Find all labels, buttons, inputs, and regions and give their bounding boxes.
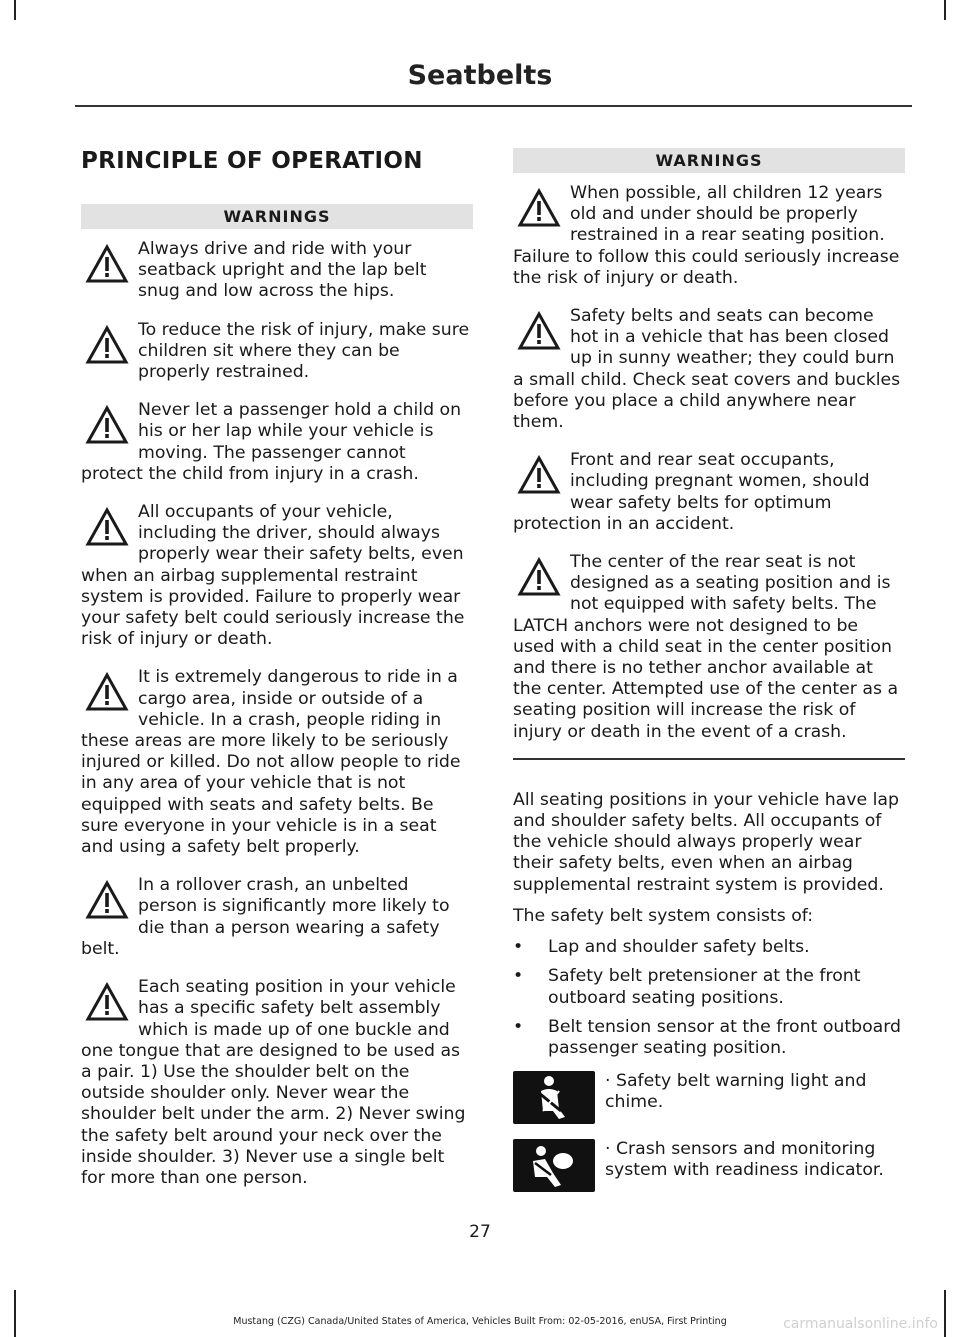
warning-item — [513, 450, 905, 535]
warnings-end-rule — [513, 758, 905, 760]
page-number: 27 — [469, 1222, 491, 1242]
warning-triangle-icon — [517, 455, 561, 499]
bullet-mark: • — [513, 966, 524, 987]
left-column — [81, 148, 473, 1206]
warning-text: Always drive and ride with your seatback upright and the lap belt snug and low across the hips. — [138, 239, 427, 302]
warning-item — [81, 320, 473, 384]
warning-text: The center of the rear seat is not designed as a seating position and is not equipped with safety belts. The LATCH anchors were not designed to be used with a child seat in the center position and there is no tether anchor available at the center. Attempted use of the center as a seating position will increase the risk of injury or death in the event of a crash. — [513, 552, 899, 742]
list-item-text: Lap and shoulder safety belts. — [548, 937, 810, 958]
warning-triangle-icon — [85, 880, 129, 924]
list-item — [513, 937, 905, 958]
right-column — [513, 148, 905, 1207]
warnings-heading: WARNINGS — [81, 204, 473, 229]
warning-item — [81, 400, 473, 485]
warning-item — [81, 667, 473, 858]
section-title: PRINCIPLE OF OPERATION — [81, 148, 423, 174]
warning-text: Front and rear seat occupants, including pregnant women, should wear safety belts for optimum protection in an accident. — [513, 450, 870, 534]
component-list — [513, 937, 905, 1059]
warning-item — [81, 502, 473, 650]
warning-text: Each seating position in your vehicle has a specific safety belt assembly which is made up of one buckle and one tongue that are designed to be used as a pair. 1) Use the shoulder belt on the outside shoulder only. Never wear the shoulder belt under the arm. 2) Never swing the safety belt around your neck over the inside shoulder. 3) Never use a single belt for more than one person. — [81, 977, 466, 1188]
indicator-text: · Crash sensors and monitoring system with readiness indicator. — [605, 1139, 884, 1181]
warning-text: It is extremely dangerous to ride in a cargo area, inside or outside of a vehicle. In a crash, people riding in these areas are more likely to be seriously injured or killed. Do not allow people to ride in any area of your vehicle that is not equipped with seats and safety belts. Be sure everyone in your vehicle is in a seat and using a safety belt properly. — [81, 667, 461, 858]
crop-mark-top-right-v — [944, 0, 946, 20]
warning-item — [513, 183, 905, 289]
warning-item — [81, 875, 473, 960]
warning-text: When possible, all children 12 years old and under should be properly restrained in a rear seating position. Failure to follow this could seriously increase the risk of injury or death. — [513, 183, 900, 288]
page-header-title: Seatbelts — [407, 60, 553, 91]
warning-triangle-icon — [85, 507, 129, 551]
indicator-text: · Safety belt warning light and chime. — [605, 1071, 867, 1113]
body-paragraph: The safety belt system consists of: — [513, 905, 814, 926]
warning-triangle-icon — [85, 982, 129, 1026]
warning-item — [513, 552, 905, 743]
crop-mark-bottom-right-v — [944, 1290, 946, 1337]
seatbelt-warning-icon — [513, 1071, 595, 1124]
warning-item — [81, 977, 473, 1189]
warning-triangle-icon — [517, 311, 561, 355]
list-item — [513, 966, 905, 1008]
warning-item — [513, 306, 905, 433]
body-paragraph: All seating positions in your vehicle have lap and shoulder safety belts. All occupants of the vehicle should always properly wear their safety belts, even when an airbag supplemental restraint system is provided. — [513, 789, 899, 895]
warning-text: In a rollover crash, an unbelted person is significantly more likely to die than a person wearing a safety belt. — [81, 875, 450, 959]
airbag-readiness-icon — [513, 1139, 595, 1192]
bullet-mark: • — [513, 937, 524, 958]
crop-mark-top-left-v — [14, 0, 16, 20]
warning-text: All occupants of your vehicle, including the driver, should always properly wear their safety belts, even when an airbag supplemental restraint system is provided. Failure to properly wear your safety belt could seriously increase the risk of injury or death. — [81, 502, 465, 650]
warnings-heading: WARNINGS — [513, 148, 905, 173]
warning-triangle-icon — [517, 188, 561, 232]
crop-mark-bottom-left-v — [14, 1290, 16, 1337]
list-item-text: Safety belt pretensioner at the front outboard seating positions. — [548, 966, 861, 1008]
warning-text: Safety belts and seats can become hot in a vehicle that has been closed up in sunny weather; they could burn a small child. Check seat covers and buckles before you place a child anywhere near them. — [513, 306, 901, 433]
bullet-mark: • — [513, 1016, 524, 1037]
header-rule — [75, 105, 912, 107]
warning-triangle-icon — [85, 244, 129, 288]
indicator-row — [513, 1071, 905, 1137]
footer-text: Mustang (CZG) Canada/United States of America, Vehicles Built From: 02-05-2016, enUSA, First Printing — [233, 1316, 727, 1327]
list-item — [513, 1017, 905, 1059]
warning-triangle-icon — [85, 325, 129, 369]
warning-triangle-icon — [85, 405, 129, 449]
warning-text: Never let a passenger hold a child on his or her lap while your vehicle is moving. The passenger cannot protect the child from injury in a crash. — [81, 400, 462, 484]
warning-triangle-icon — [85, 672, 129, 716]
warning-item — [81, 239, 473, 303]
indicator-row — [513, 1139, 905, 1205]
warning-triangle-icon — [517, 557, 561, 601]
list-item-text: Belt tension sensor at the front outboard passenger seating position. — [548, 1016, 902, 1058]
watermark: carmanualsonline.info — [783, 1316, 938, 1332]
warning-text: To reduce the risk of injury, make sure children sit where they can be properly restrained. — [138, 319, 470, 383]
